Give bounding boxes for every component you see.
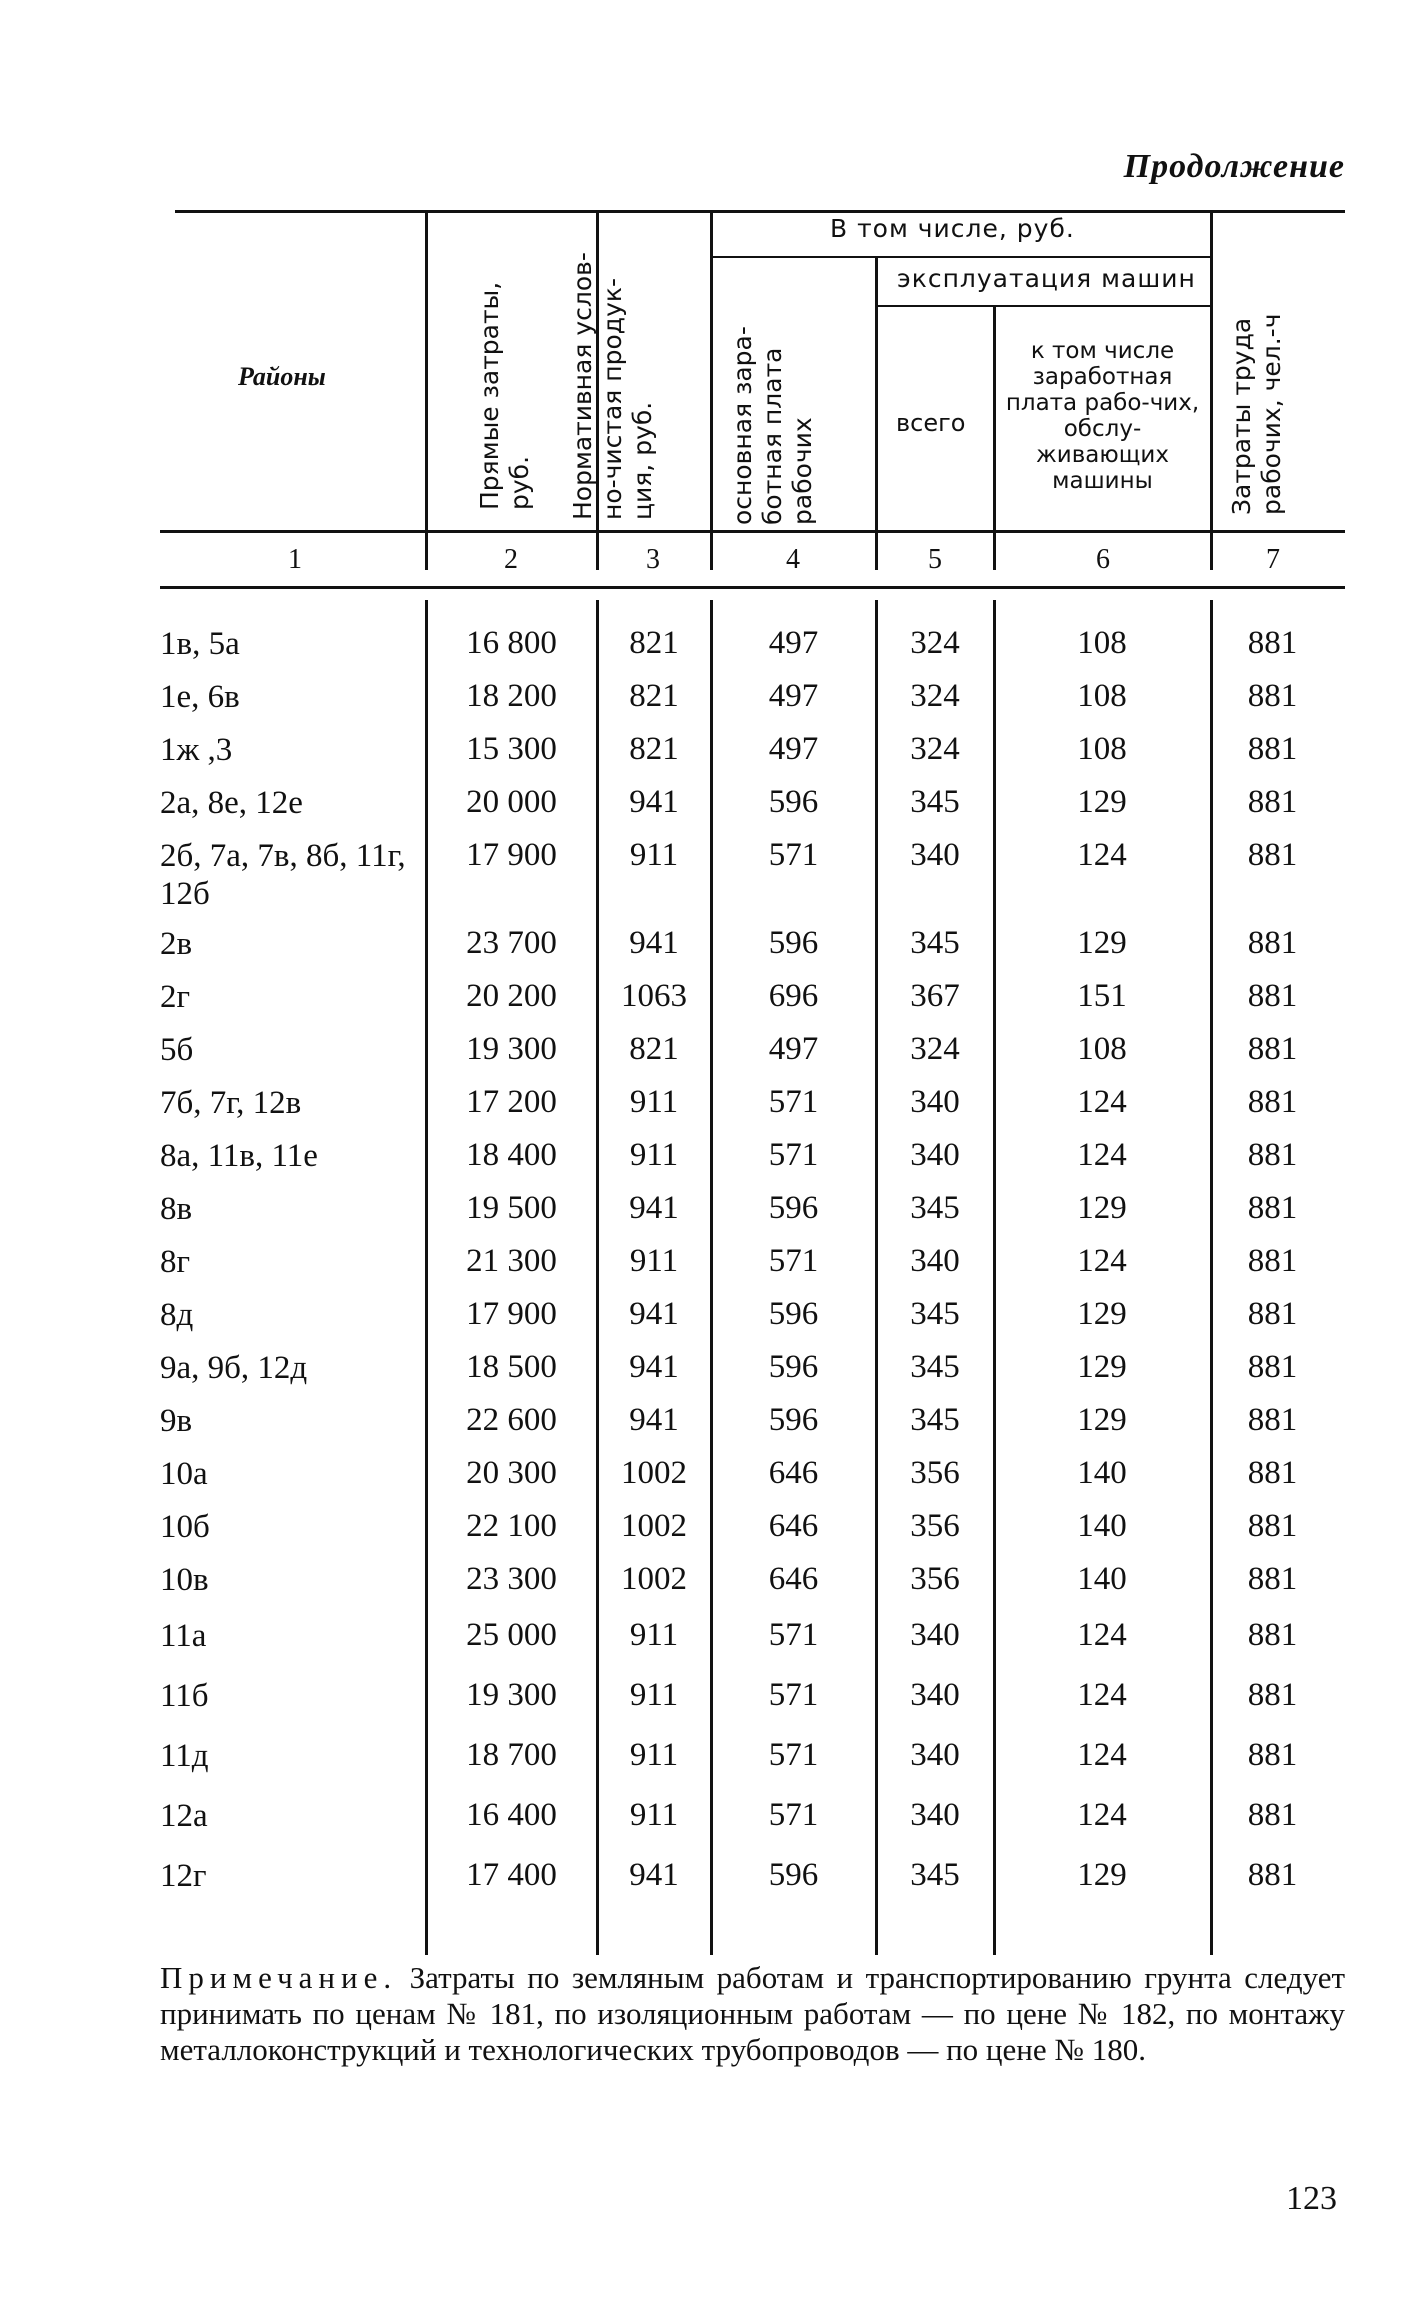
value-cell-c2: 25 000 xyxy=(466,1617,557,1653)
region-cell: 7б, 7г, 12в xyxy=(160,1085,302,1121)
table-note xyxy=(160,1960,1345,2068)
value-cell-c6: 124 xyxy=(1077,1677,1127,1713)
value-cell-c2: 18 700 xyxy=(466,1737,557,1773)
value-cell-c3: 911 xyxy=(629,837,679,873)
value-cell-c5: 324 xyxy=(910,1031,960,1067)
value-cell-c3: 1002 xyxy=(621,1508,687,1544)
value-cell-c6: 124 xyxy=(1077,1617,1127,1653)
value-cell-c3: 821 xyxy=(629,625,679,661)
value-cell-c7: 881 xyxy=(1247,784,1298,820)
value-cell-c5: 345 xyxy=(910,784,960,820)
value-cell-c3: 911 xyxy=(629,1617,679,1653)
value-cell-c4: 571 xyxy=(768,1737,819,1773)
value-cell-c5: 324 xyxy=(910,625,960,661)
value-cell-c7: 881 xyxy=(1247,1349,1298,1385)
value-cell-c2: 17 900 xyxy=(466,1296,557,1332)
value-cell-c6: 108 xyxy=(1077,625,1127,661)
value-cell-c3: 821 xyxy=(629,1031,679,1067)
header-labor-costs: Затраты труда рабочих, чел.-ч xyxy=(1227,313,1286,515)
value-cell-c4: 696 xyxy=(768,978,819,1014)
value-cell-c3: 911 xyxy=(629,1797,679,1833)
value-cell-c4: 571 xyxy=(768,1084,819,1120)
value-cell-c3: 941 xyxy=(629,784,679,820)
value-cell-c7: 881 xyxy=(1247,1402,1298,1438)
value-cell-c4: 571 xyxy=(768,1797,819,1833)
value-cell-c7: 881 xyxy=(1247,1617,1298,1653)
table-row xyxy=(0,1857,1425,1907)
value-cell-c5: 345 xyxy=(910,1857,960,1893)
value-cell-c5: 345 xyxy=(910,925,960,961)
value-cell-c7: 881 xyxy=(1247,678,1298,714)
table-row xyxy=(0,1561,1425,1611)
value-cell-c7: 881 xyxy=(1247,1561,1298,1597)
value-cell-c2: 19 300 xyxy=(466,1031,557,1067)
value-cell-c5: 340 xyxy=(910,1737,960,1773)
value-cell-c4: 571 xyxy=(768,1137,819,1173)
table-row xyxy=(0,1031,1425,1081)
header-regions: Районы xyxy=(238,362,326,391)
value-cell-c7: 881 xyxy=(1247,1455,1298,1491)
region-cell: 9а, 9б, 12д xyxy=(160,1350,308,1386)
value-cell-c6: 124 xyxy=(1077,1243,1127,1279)
table-row xyxy=(0,1737,1425,1787)
value-cell-c5: 324 xyxy=(910,731,960,767)
table-row xyxy=(0,1402,1425,1452)
header-total: всего xyxy=(896,409,966,437)
value-cell-c5: 356 xyxy=(910,1561,960,1597)
value-cell-c3: 941 xyxy=(629,1190,679,1226)
value-cell-c4: 571 xyxy=(768,1617,819,1653)
value-cell-c6: 140 xyxy=(1077,1508,1127,1544)
value-cell-c2: 20 200 xyxy=(466,978,557,1014)
table-row xyxy=(0,1190,1425,1240)
value-cell-c5: 324 xyxy=(910,678,960,714)
value-cell-c2: 22 600 xyxy=(466,1402,557,1438)
region-cell: 12а xyxy=(160,1798,208,1834)
table-row xyxy=(0,1797,1425,1847)
including-under-rule xyxy=(713,256,1210,258)
region-cell: 5б xyxy=(160,1032,194,1068)
region-cell: 2б, 7а, 7в, 8б, 11г, 12б xyxy=(160,838,406,912)
value-cell-c3: 941 xyxy=(629,1857,679,1893)
value-cell-c6: 124 xyxy=(1077,1797,1127,1833)
value-cell-c6: 129 xyxy=(1077,1296,1127,1332)
machine-under-rule xyxy=(877,305,1210,307)
value-cell-c2: 23 700 xyxy=(466,925,557,961)
value-cell-c2: 16 800 xyxy=(466,625,557,661)
value-cell-c6: 124 xyxy=(1077,837,1127,873)
region-cell: 11б xyxy=(160,1678,209,1714)
table-row xyxy=(0,925,1425,975)
value-cell-c5: 345 xyxy=(910,1402,960,1438)
value-cell-c4: 571 xyxy=(768,837,819,873)
value-cell-c3: 941 xyxy=(629,1402,679,1438)
value-cell-c2: 18 400 xyxy=(466,1137,557,1173)
value-cell-c3: 1002 xyxy=(621,1561,687,1597)
region-cell: 11а xyxy=(160,1618,207,1654)
value-cell-c5: 340 xyxy=(910,1084,960,1120)
value-cell-c2: 20 300 xyxy=(466,1455,557,1491)
vrule-4 xyxy=(875,258,878,570)
value-cell-c2: 18 500 xyxy=(466,1349,557,1385)
value-cell-c4: 571 xyxy=(768,1677,819,1713)
value-cell-c2: 19 300 xyxy=(466,1677,557,1713)
region-cell: 8а, 11в, 11е xyxy=(160,1138,318,1174)
value-cell-c6: 108 xyxy=(1077,1031,1127,1067)
table-row xyxy=(0,731,1425,781)
value-cell-c7: 881 xyxy=(1247,978,1298,1014)
value-cell-c5: 340 xyxy=(910,1797,960,1833)
colnum-6: 6 xyxy=(1096,544,1110,575)
region-cell: 10а xyxy=(160,1456,208,1492)
value-cell-c6: 129 xyxy=(1077,925,1127,961)
value-cell-c3: 1002 xyxy=(621,1455,687,1491)
value-cell-c5: 345 xyxy=(910,1349,960,1385)
value-cell-c3: 911 xyxy=(629,1737,679,1773)
region-cell: 1ж ,3 xyxy=(160,732,233,768)
value-cell-c4: 646 xyxy=(768,1508,819,1544)
table-row xyxy=(0,837,1425,912)
value-cell-c4: 596 xyxy=(768,1857,819,1893)
table-row xyxy=(0,625,1425,675)
value-cell-c4: 497 xyxy=(768,1031,819,1067)
header-normative-net-production: Нормативная услов- но-чистая продук- ция, руб. xyxy=(568,252,657,520)
colnum-5: 5 xyxy=(928,544,942,575)
value-cell-c7: 881 xyxy=(1247,1797,1298,1833)
value-cell-c6: 129 xyxy=(1077,784,1127,820)
value-cell-c2: 21 300 xyxy=(466,1243,557,1279)
table-row xyxy=(0,784,1425,834)
value-cell-c2: 22 100 xyxy=(466,1508,557,1544)
value-cell-c6: 124 xyxy=(1077,1084,1127,1120)
value-cell-c6: 151 xyxy=(1077,978,1127,1014)
table-row xyxy=(0,1349,1425,1399)
region-cell: 8в xyxy=(160,1191,193,1227)
value-cell-c2: 19 500 xyxy=(466,1190,557,1226)
region-cell: 9в xyxy=(160,1403,193,1439)
value-cell-c7: 881 xyxy=(1247,731,1298,767)
table-row xyxy=(0,1617,1425,1667)
header-direct-costs: Прямые затраты, руб. xyxy=(475,281,534,510)
table-row xyxy=(0,1137,1425,1187)
value-cell-c5: 340 xyxy=(910,1617,960,1653)
vrule-5 xyxy=(993,307,996,570)
value-cell-c4: 596 xyxy=(768,1402,819,1438)
region-cell: 8д xyxy=(160,1297,194,1333)
table-row xyxy=(0,1243,1425,1293)
region-cell: 12г xyxy=(160,1858,207,1894)
vrule-3 xyxy=(710,210,713,570)
value-cell-c2: 17 200 xyxy=(466,1084,557,1120)
value-cell-c6: 140 xyxy=(1077,1455,1127,1491)
value-cell-c3: 911 xyxy=(629,1243,679,1279)
page-number: 123 xyxy=(1286,2180,1337,2217)
value-cell-c4: 596 xyxy=(768,1349,819,1385)
value-cell-c5: 340 xyxy=(910,837,960,873)
value-cell-c3: 941 xyxy=(629,925,679,961)
value-cell-c4: 571 xyxy=(768,1243,819,1279)
value-cell-c4: 596 xyxy=(768,925,819,961)
region-cell: 2г xyxy=(160,979,191,1015)
value-cell-c5: 340 xyxy=(910,1243,960,1279)
table-row xyxy=(0,978,1425,1028)
value-cell-c2: 20 000 xyxy=(466,784,557,820)
value-cell-c2: 17 400 xyxy=(466,1857,557,1893)
value-cell-c7: 881 xyxy=(1247,1243,1298,1279)
value-cell-c6: 129 xyxy=(1077,1349,1127,1385)
region-cell: 2а, 8е, 12е xyxy=(160,785,303,821)
value-cell-c3: 821 xyxy=(629,678,679,714)
header-top-rule xyxy=(175,210,1345,213)
value-cell-c5: 356 xyxy=(910,1508,960,1544)
table-row xyxy=(0,1084,1425,1134)
header-basic-wages: основная зара- ботная плата рабочих xyxy=(728,326,817,525)
value-cell-c7: 881 xyxy=(1247,1137,1298,1173)
region-cell: 10в xyxy=(160,1562,209,1598)
value-cell-c5: 345 xyxy=(910,1190,960,1226)
region-cell: 11д xyxy=(160,1738,209,1774)
value-cell-c3: 941 xyxy=(629,1296,679,1332)
value-cell-c5: 340 xyxy=(910,1137,960,1173)
value-cell-c3: 821 xyxy=(629,731,679,767)
value-cell-c2: 16 400 xyxy=(466,1797,557,1833)
value-cell-c3: 911 xyxy=(629,1084,679,1120)
value-cell-c7: 881 xyxy=(1247,1031,1298,1067)
region-cell: 10б xyxy=(160,1509,210,1545)
value-cell-c4: 497 xyxy=(768,625,819,661)
value-cell-c6: 129 xyxy=(1077,1402,1127,1438)
value-cell-c4: 596 xyxy=(768,1190,819,1226)
colnum-2: 2 xyxy=(504,544,518,575)
value-cell-c6: 129 xyxy=(1077,1190,1127,1226)
value-cell-c2: 18 200 xyxy=(466,678,557,714)
value-cell-c7: 881 xyxy=(1247,925,1298,961)
table-row xyxy=(0,678,1425,728)
value-cell-c7: 881 xyxy=(1247,1508,1298,1544)
header-including: В том числе, руб. xyxy=(830,214,1075,243)
value-cell-c3: 911 xyxy=(629,1677,679,1713)
value-cell-c7: 881 xyxy=(1247,1677,1298,1713)
value-cell-c5: 340 xyxy=(910,1677,960,1713)
value-cell-c7: 881 xyxy=(1247,837,1298,873)
value-cell-c5: 345 xyxy=(910,1296,960,1332)
value-cell-c7: 881 xyxy=(1247,1857,1298,1893)
value-cell-c2: 17 900 xyxy=(466,837,557,873)
region-cell: 1в, 5а xyxy=(160,626,240,662)
value-cell-c7: 881 xyxy=(1247,1296,1298,1332)
value-cell-c6: 129 xyxy=(1077,1857,1127,1893)
value-cell-c4: 497 xyxy=(768,678,819,714)
header-bottom-rule xyxy=(160,530,1345,533)
table-row xyxy=(0,1455,1425,1505)
value-cell-c6: 124 xyxy=(1077,1737,1127,1773)
colnum-7: 7 xyxy=(1266,544,1280,575)
value-cell-c2: 15 300 xyxy=(466,731,557,767)
value-cell-c6: 108 xyxy=(1077,678,1127,714)
value-cell-c3: 911 xyxy=(629,1137,679,1173)
vrule-1 xyxy=(425,210,428,570)
value-cell-c4: 497 xyxy=(768,731,819,767)
value-cell-c6: 108 xyxy=(1077,731,1127,767)
header-machine-operation: эксплуатация машин xyxy=(897,264,1196,293)
table-row xyxy=(0,1296,1425,1346)
value-cell-c7: 881 xyxy=(1247,625,1298,661)
value-cell-c2: 23 300 xyxy=(466,1561,557,1597)
value-cell-c4: 596 xyxy=(768,784,819,820)
colnum-1: 1 xyxy=(288,544,302,575)
colnum-3: 3 xyxy=(646,544,660,575)
value-cell-c7: 881 xyxy=(1247,1084,1298,1120)
colnum-bottom-rule xyxy=(160,586,1345,589)
value-cell-c7: 881 xyxy=(1247,1737,1298,1773)
table-row xyxy=(0,1508,1425,1558)
header-including-wages: к том числе заработная плата рабо-чих, обслу-живающих машины xyxy=(1005,338,1200,494)
value-cell-c4: 646 xyxy=(768,1455,819,1491)
continuation-label: Продолжение xyxy=(1123,148,1345,185)
region-cell: 1е, 6в xyxy=(160,679,240,715)
region-cell: 8г xyxy=(160,1244,191,1280)
value-cell-c4: 596 xyxy=(768,1296,819,1332)
note-text: Затраты по земляным работам и транспортированию грунта следует принимать по ценам № 181, по изоляционным работам — по цене № 182, по монтажу металлоконструкций и технологических трубопроводов — по цене № 180. xyxy=(160,1960,1345,2067)
value-cell-c7: 881 xyxy=(1247,1190,1298,1226)
region-cell: 2в xyxy=(160,926,193,962)
value-cell-c6: 124 xyxy=(1077,1137,1127,1173)
value-cell-c5: 356 xyxy=(910,1455,960,1491)
value-cell-c4: 646 xyxy=(768,1561,819,1597)
value-cell-c5: 367 xyxy=(910,978,960,1014)
note-label: Примечание. xyxy=(160,1960,398,1995)
vrule-6 xyxy=(1210,210,1213,570)
value-cell-c3: 1063 xyxy=(621,978,687,1014)
table-row xyxy=(0,1677,1425,1727)
value-cell-c6: 140 xyxy=(1077,1561,1127,1597)
value-cell-c3: 941 xyxy=(629,1349,679,1385)
colnum-4: 4 xyxy=(786,544,800,575)
